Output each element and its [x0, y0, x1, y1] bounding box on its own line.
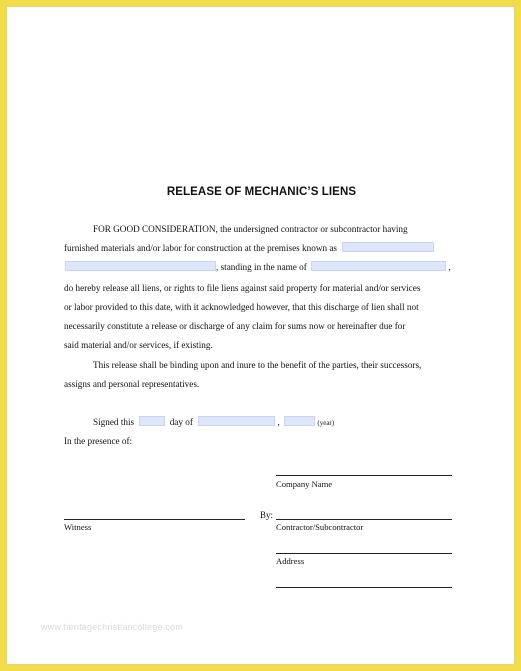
- document-page: [6, 6, 515, 665]
- premises-field[interactable]: [342, 242, 434, 252]
- contractor-label: Contractor/Subcontractor: [276, 522, 364, 532]
- witness-line[interactable]: [64, 519, 245, 520]
- signed-line: [93, 416, 334, 429]
- watermark-text: www.heritagechristiancollege.com: [41, 622, 183, 632]
- year-field[interactable]: [284, 416, 315, 426]
- signed-comma: ,: [277, 417, 280, 427]
- company-name-line[interactable]: [276, 475, 452, 476]
- address-label: Address: [276, 556, 305, 566]
- witness-label: Witness: [64, 522, 92, 532]
- para1-line1: FOR GOOD CONSIDERATION, the undersigned contractor or subcontractor having: [93, 224, 408, 234]
- document-title: RELEASE OF MECHANIC’S LIENS: [166, 186, 357, 198]
- presence-text: In the presence of:: [64, 436, 133, 446]
- para1-line3-text: , standing in the name of: [216, 262, 307, 272]
- address-line-2[interactable]: [276, 587, 452, 588]
- owner-name-field[interactable]: [311, 261, 446, 271]
- contractor-signature-line[interactable]: [276, 519, 452, 520]
- premises-field-continued[interactable]: [65, 261, 216, 271]
- signed-prefix: Signed this: [93, 417, 135, 427]
- para1-line2-text: furnished materials and/or labor for construction at the premises known as: [64, 243, 337, 253]
- para1-line7: said material and/or services, if existing.: [64, 340, 213, 350]
- para2-line2: assigns and personal representatives.: [64, 379, 200, 389]
- para1-line6: necessarily constitute a release or discharge of any claim for sums now or hereinafter due for: [64, 321, 406, 331]
- address-line-1[interactable]: [276, 553, 452, 554]
- year-label: (year): [317, 419, 335, 427]
- para1-line2: [64, 242, 434, 254]
- month-field[interactable]: [198, 416, 275, 426]
- para1-line5: or labor provided to this date, with it acknowledged however, that this discharge of lien shall not: [64, 302, 419, 312]
- company-name-label: Company Name: [276, 479, 333, 489]
- para1-line3: [65, 261, 451, 273]
- para1-line4: do hereby release all liens, or rights to file liens against said property for material and/or services: [64, 283, 421, 293]
- by-label: By:: [260, 510, 274, 520]
- signed-day-of: day of: [169, 417, 193, 427]
- day-field[interactable]: [139, 416, 165, 426]
- para2-line1: This release shall be binding upon and inure to the benefit of the parties, their successors,: [93, 360, 422, 370]
- para1-line3-end: ,: [448, 262, 451, 272]
